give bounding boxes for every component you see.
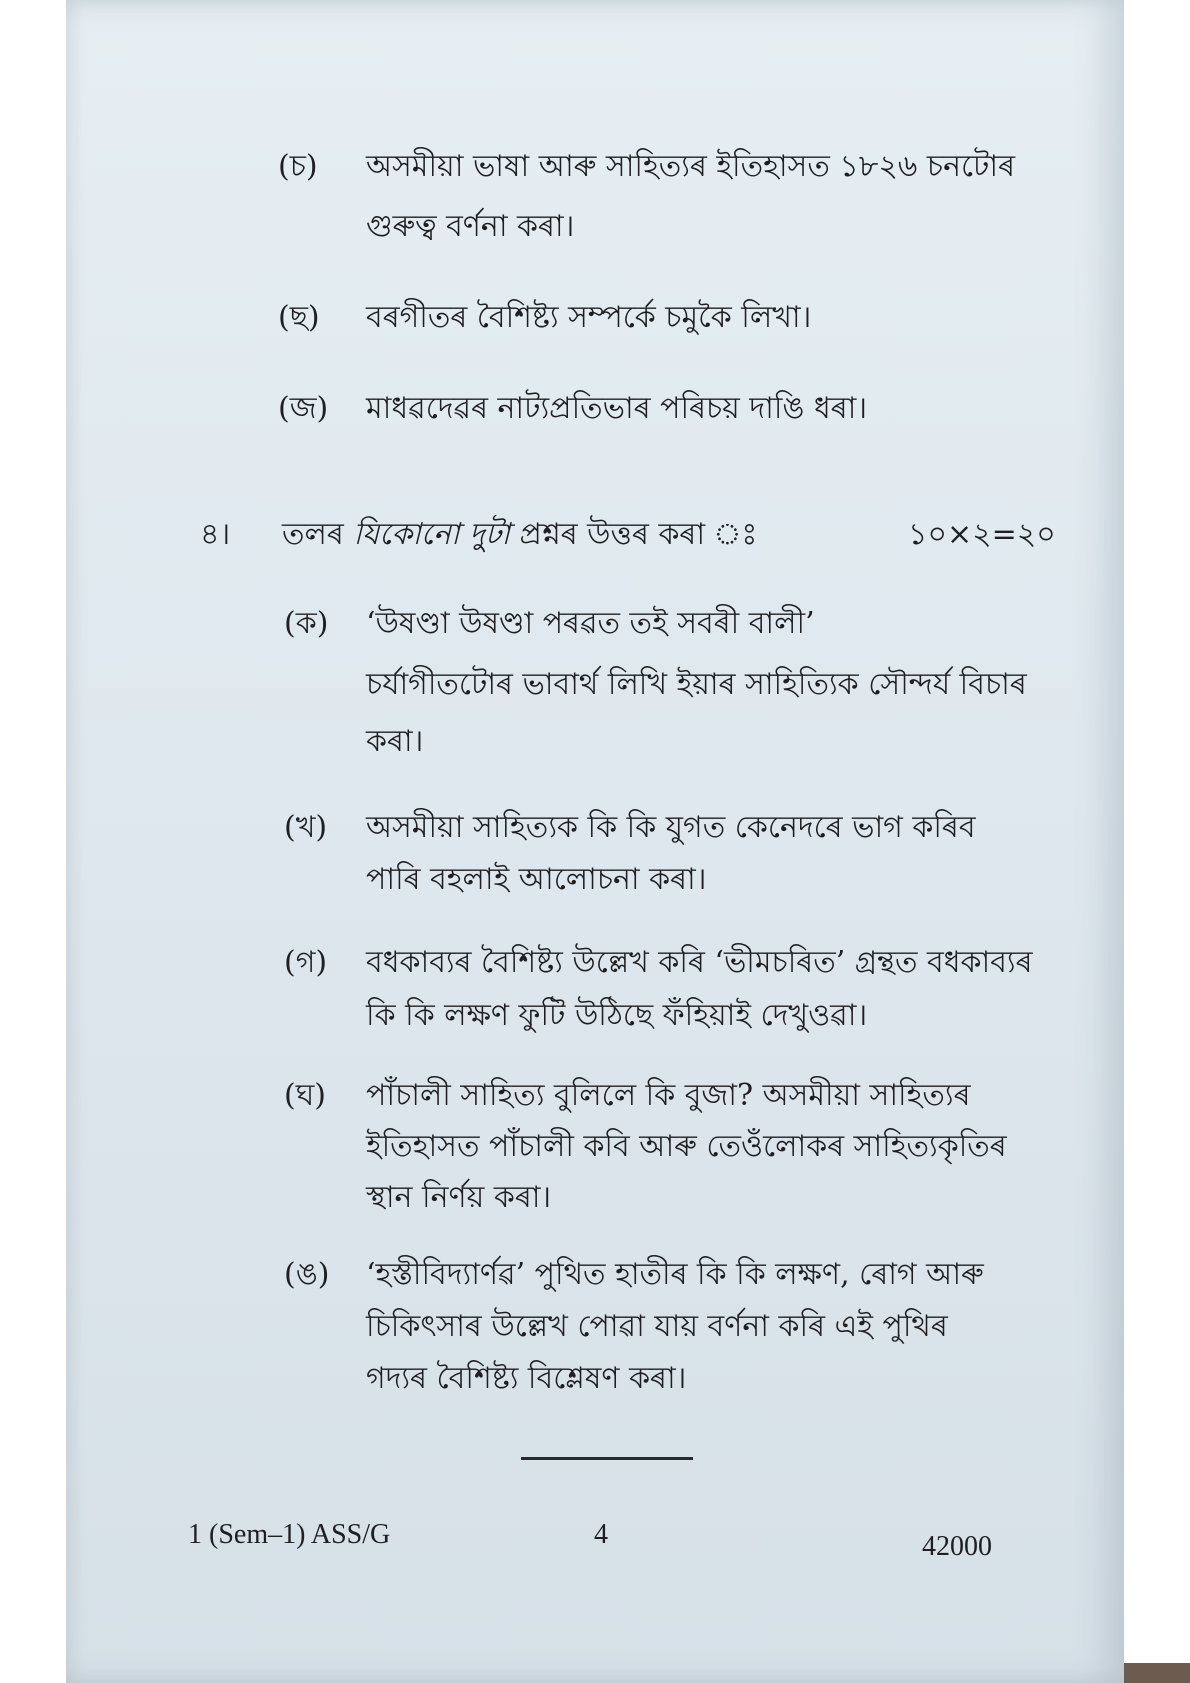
footer-serial: 42000 xyxy=(922,1531,992,1562)
item-text-line: গুৰুত্ব বৰ্ণনা কৰা। xyxy=(366,209,575,244)
item-text-line: মাধৱদেৱৰ নাট্যপ্ৰতিভাৰ পৰিচয় দাঙি ধৰা। xyxy=(366,391,868,426)
item-text-line: অসমীয়া সাহিত্যক কি কি যুগত কেনেদৰে ভাগ কৰিব xyxy=(366,810,976,845)
item-text-line: স্থান নিৰ্ণয় কৰা। xyxy=(366,1180,552,1215)
instruction-prefix: তলৰ xyxy=(282,517,344,552)
item-label: (ঘ) xyxy=(284,1078,326,1113)
item-text-line: চৰ্যাগীতটোৰ ভাবাৰ্থ লিখি ইয়াৰ সাহিত্যিক সৌন্দৰ্য বিচাৰ xyxy=(366,667,1027,702)
item-text-line: ইতিহাসত পাঁচালী কবি আৰু তেওঁলোকৰ সাহিত্যকৃতিৰ xyxy=(366,1129,1007,1164)
item-label: (ঙ) xyxy=(284,1257,330,1292)
item-text-line: ‘হস্তীবিদ্যাৰ্ণৱ’ পুথিত হাতীৰ কি কি লক্ষণ, ৰোগ আৰু xyxy=(366,1257,984,1292)
item-text-line: ‘উষণ্ডা উষণ্ডা পৰৱত তই সবৰী বালী’ xyxy=(366,606,815,641)
item-text-line: পাৰি বহলাই আলোচনা কৰা। xyxy=(366,862,707,897)
item-text-line: গদ্যৰ বৈশিষ্ট্য বিশ্লেষণ কৰা। xyxy=(366,1361,687,1396)
item-label: (ক) xyxy=(284,606,329,641)
footer-page-number: 4 xyxy=(594,1519,608,1550)
question-number: ৪। xyxy=(200,517,231,552)
corner-mark xyxy=(1124,1663,1190,1683)
item-text-line: পাঁচালী সাহিত্য বুলিলে কি বুজা? অসমীয়া সাহিত্যৰ xyxy=(366,1078,971,1113)
item-label: (জ) xyxy=(278,391,329,426)
instruction-suffix: প্ৰশ্নৰ উত্তৰ কৰা ঃ xyxy=(519,517,758,552)
item-text-line: কি কি লক্ষণ ফুটি উঠিছে ফঁহিয়াই দেখুওৱা। xyxy=(366,998,868,1033)
end-divider xyxy=(521,1457,693,1460)
item-label: (চ) xyxy=(278,149,318,184)
item-text-line: অসমীয়া ভাষা আৰু সাহিত্যৰ ইতিহাসত ১৮২৬ চনটোৰ xyxy=(366,149,1015,184)
instruction-emphasis: যিকোনো দুটা xyxy=(353,517,510,552)
item-label: (ছ) xyxy=(278,300,320,335)
item-text-line: বধকাব্যৰ বৈশিষ্ট্য উল্লেখ কৰি ‘ভীমচৰিত’ গ্ৰন্থত বধকাব্যৰ xyxy=(366,945,1033,980)
item-text-line: চিকিৎসাৰ উল্লেখ পোৱা যায় বৰ্ণনা কৰি এই পুথিৰ xyxy=(366,1309,948,1344)
footer-paper-code: 1 (Sem–1) ASS/G xyxy=(188,1519,391,1550)
item-label: (খ) xyxy=(284,810,328,845)
item-text-line: কৰা। xyxy=(366,724,424,759)
item-label: (গ) xyxy=(284,945,328,980)
page-margin xyxy=(1124,0,1190,1683)
question-marks: ১০×২=২০ xyxy=(908,517,1056,552)
item-text-line: বৰগীতৰ বৈশিষ্ট্য সম্পৰ্কে চমুকৈ লিখা। xyxy=(366,300,812,335)
